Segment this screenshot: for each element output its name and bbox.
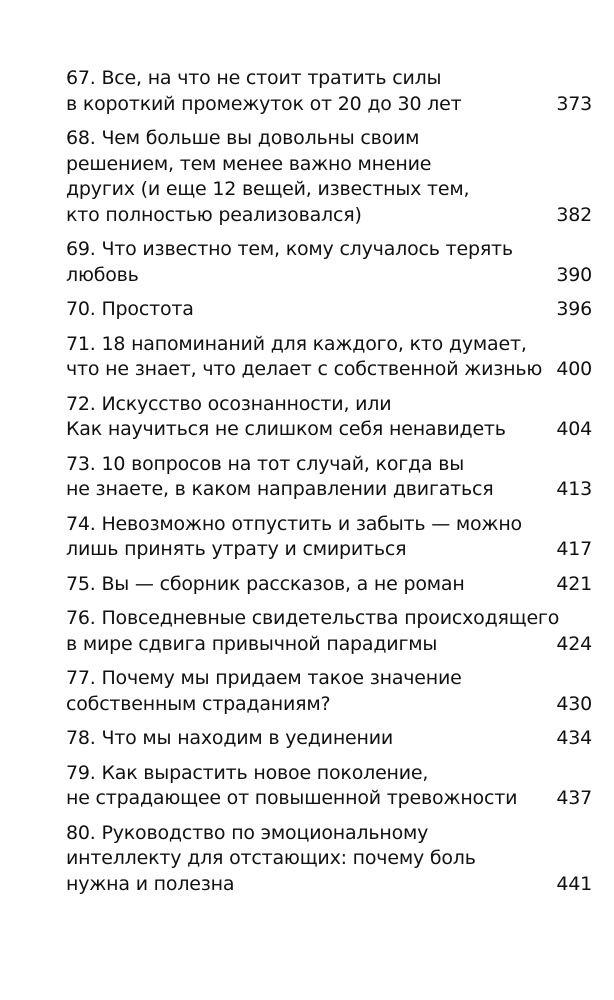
toc-entry <box>66 572 592 598</box>
toc-entry-title-line: 72. Искусство осознанности, или <box>66 392 392 415</box>
toc-entry-title-line: 74. Невозможно отпустить и забыть — можно <box>66 512 522 535</box>
toc-entry-title-line: 70. Простота <box>66 298 194 320</box>
toc-entry <box>66 452 592 503</box>
toc-entry-title-line: решением, тем менее важно мнение <box>66 152 432 175</box>
toc-entry-page-number: 413 <box>556 478 592 500</box>
toc-entry-title-line: Как научиться не слишком себя ненавидеть <box>66 418 506 440</box>
toc-entry-title-line: кто полностью реализовался) <box>66 203 362 226</box>
toc-entry-title-line: 71. 18 напоминаний для каждого, кто думает, <box>66 332 527 355</box>
toc-entry-title-line: 77. Почему мы придаем такое значение <box>66 667 462 689</box>
toc-entry-title-line: 69. Что известно тем, кому случалось терять <box>66 238 513 260</box>
toc-entry-title-line: 79. Как вырастить новое поколение, <box>66 761 429 784</box>
toc-entry-page-number: 404 <box>556 418 592 440</box>
toc-entry <box>66 761 592 812</box>
toc-entry-page-number: 421 <box>556 572 592 595</box>
toc-entry-title-line: 67. Все, на что не стоит тратить силы <box>66 67 442 89</box>
toc-entry-page-number: 382 <box>556 203 592 226</box>
toc-entry <box>66 666 592 717</box>
toc-entry <box>66 726 592 752</box>
toc-entry-page-number: 437 <box>556 787 592 809</box>
toc-entry <box>66 66 592 117</box>
toc-entry-page-number: 390 <box>556 263 592 286</box>
toc-entry-page-number: 434 <box>556 727 592 749</box>
toc-entry <box>66 392 592 443</box>
toc-entry-title-line: нужна и полезна <box>66 872 235 895</box>
toc-entry-title-line: не страдающее от повышенной тревожности <box>66 787 518 809</box>
toc-entry-title-line: интеллекту для отстающих: почему боль <box>66 847 476 869</box>
toc-entry-page-number: 417 <box>556 538 592 560</box>
toc-entry-title-line: 78. Что мы находим в уединении <box>66 727 394 749</box>
toc-entry <box>66 606 592 657</box>
toc-entry-title-line: не знаете, в каком направлении двигаться <box>66 478 494 500</box>
toc-entry-title-line: других (и еще 12 вещей, известных тем, <box>66 178 470 200</box>
toc-entry-title-line: в мире сдвига привычной парадигмы <box>66 632 438 655</box>
toc-entry <box>66 237 592 288</box>
toc-entry <box>66 821 592 898</box>
toc-entry <box>66 512 592 563</box>
toc-entry-page-number: 400 <box>556 358 592 380</box>
toc-entry-title-line: что не знает, что делает с собственной жизнью <box>66 358 543 380</box>
table-of-contents <box>66 66 592 906</box>
toc-entry-page-number: 424 <box>556 632 592 655</box>
toc-entry-title-line: 75. Вы — сборник рассказов, а не роман <box>66 572 465 595</box>
toc-entry-title-line: 68. Чем больше вы довольны своим <box>66 127 420 149</box>
toc-entry-title-line: лишь принять утрату и смириться <box>66 538 407 560</box>
toc-entry-page-number: 430 <box>556 692 592 715</box>
toc-entry-page-number: 373 <box>556 92 592 115</box>
toc-entry <box>66 332 592 383</box>
toc-entry-title-line: собственным страданиям? <box>66 692 331 715</box>
toc-entry <box>66 297 592 323</box>
toc-entry-title-line: 73. 10 вопросов на тот случай, когда вы <box>66 452 465 475</box>
toc-entry <box>66 126 592 228</box>
toc-entry-page-number: 396 <box>556 298 592 320</box>
toc-entry-title-line: любовь <box>66 263 139 286</box>
toc-entry-title-line: в короткий промежуток от 20 до 30 лет <box>66 92 462 115</box>
toc-entry-title-line: 80. Руководство по эмоциональному <box>66 821 429 844</box>
toc-entry-page-number: 441 <box>556 872 592 895</box>
toc-entry-title-line: 76. Повседневные свидетельства происходящего <box>66 607 560 629</box>
